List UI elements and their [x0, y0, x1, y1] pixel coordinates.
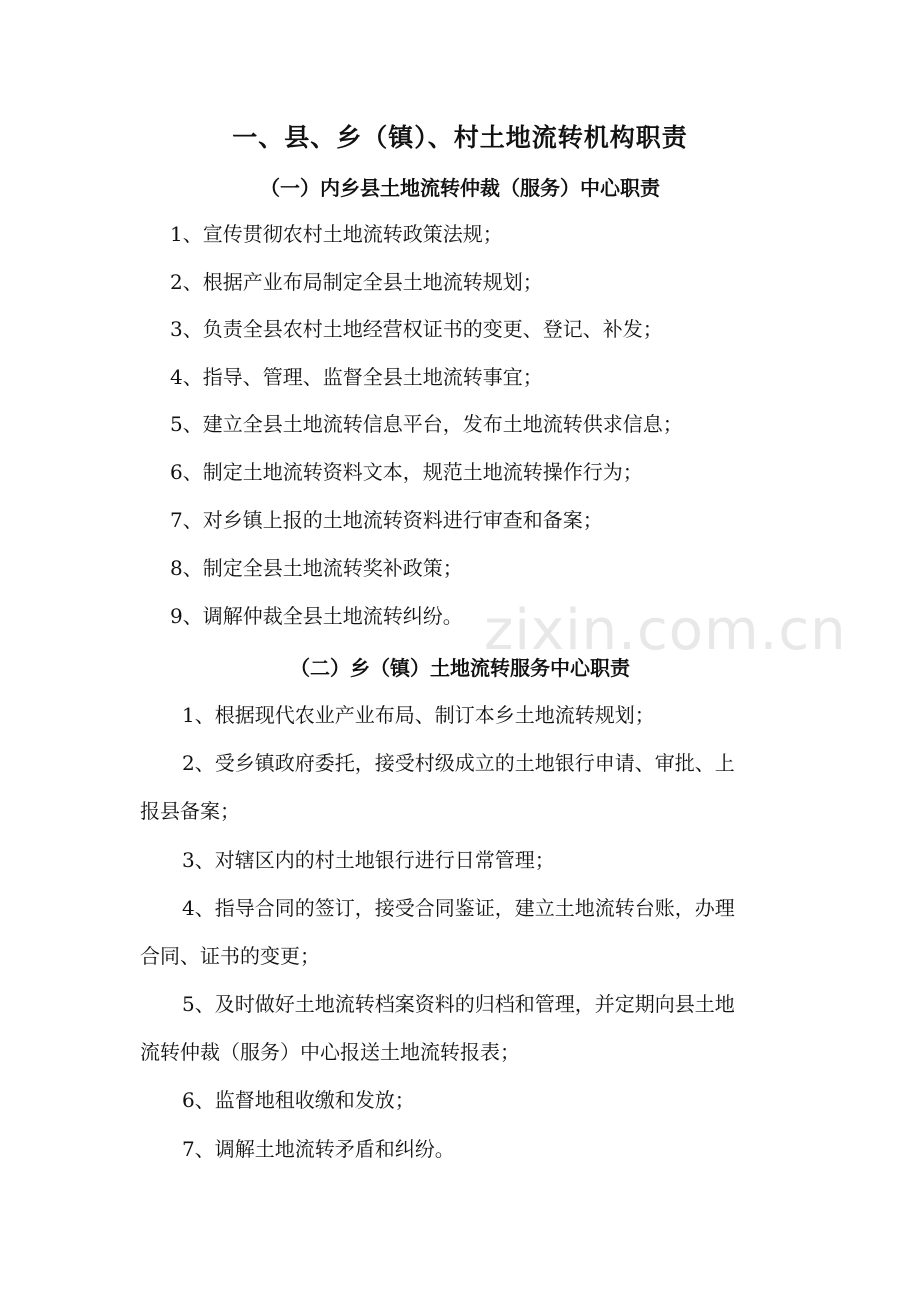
- section-2-heading: （二）乡（镇）土地流转服务中心职责: [290, 656, 630, 680]
- section-2-item-continued: 合同、证书的变更；: [140, 944, 320, 968]
- section-1-item: 7、对乡镇上报的土地流转资料进行审查和备案；: [170, 508, 603, 532]
- section-1-item: 9、调解仲裁全县土地流转纠纷。: [170, 604, 463, 628]
- section-2-item: 7、调解土地流转矛盾和纠纷。: [182, 1137, 455, 1161]
- document-title: 一、县、乡（镇）、村土地流转机构职责: [232, 123, 688, 152]
- section-1-item: 6、制定土地流转资料文本，规范土地流转操作行为；: [170, 460, 643, 484]
- section-2-item: 5、及时做好土地流转档案资料的归档和管理，并定期向县土地: [182, 992, 735, 1016]
- section-2-item: 3、对辖区内的村土地银行进行日常管理；: [182, 848, 555, 872]
- section-2-item: 4、指导合同的签订，接受合同鉴证，建立土地流转台账，办理: [182, 896, 735, 920]
- section-1-item: 1、宣传贯彻农村土地流转政策法规；: [170, 222, 503, 246]
- section-1-item: 3、负责全县农村土地经营权证书的变更、登记、补发；: [170, 317, 663, 341]
- section-2-item-continued: 流转仲裁（服务）中心报送土地流转报表；: [140, 1040, 520, 1064]
- section-2-item: 2、受乡镇政府委托，接受村级成立的土地银行申请、审批、上: [182, 751, 735, 775]
- section-1-heading: （一）内乡县土地流转仲裁（服务）中心职责: [260, 176, 660, 200]
- watermark: zixin.com.cn: [484, 598, 847, 663]
- section-2-item-continued: 报县备案；: [140, 799, 240, 823]
- section-1-item: 5、建立全县土地流转信息平台，发布土地流转供求信息；: [170, 412, 683, 436]
- section-1-item: 4、指导、管理、监督全县土地流转事宜；: [170, 365, 543, 389]
- section-1-item: 8、制定全县土地流转奖补政策；: [170, 556, 463, 580]
- section-1-item: 2、根据产业布局制定全县土地流转规划；: [170, 270, 543, 294]
- section-2-item: 1、根据现代农业产业布局、制订本乡土地流转规划；: [182, 703, 655, 727]
- section-2-item: 6、监督地租收缴和发放；: [182, 1088, 415, 1112]
